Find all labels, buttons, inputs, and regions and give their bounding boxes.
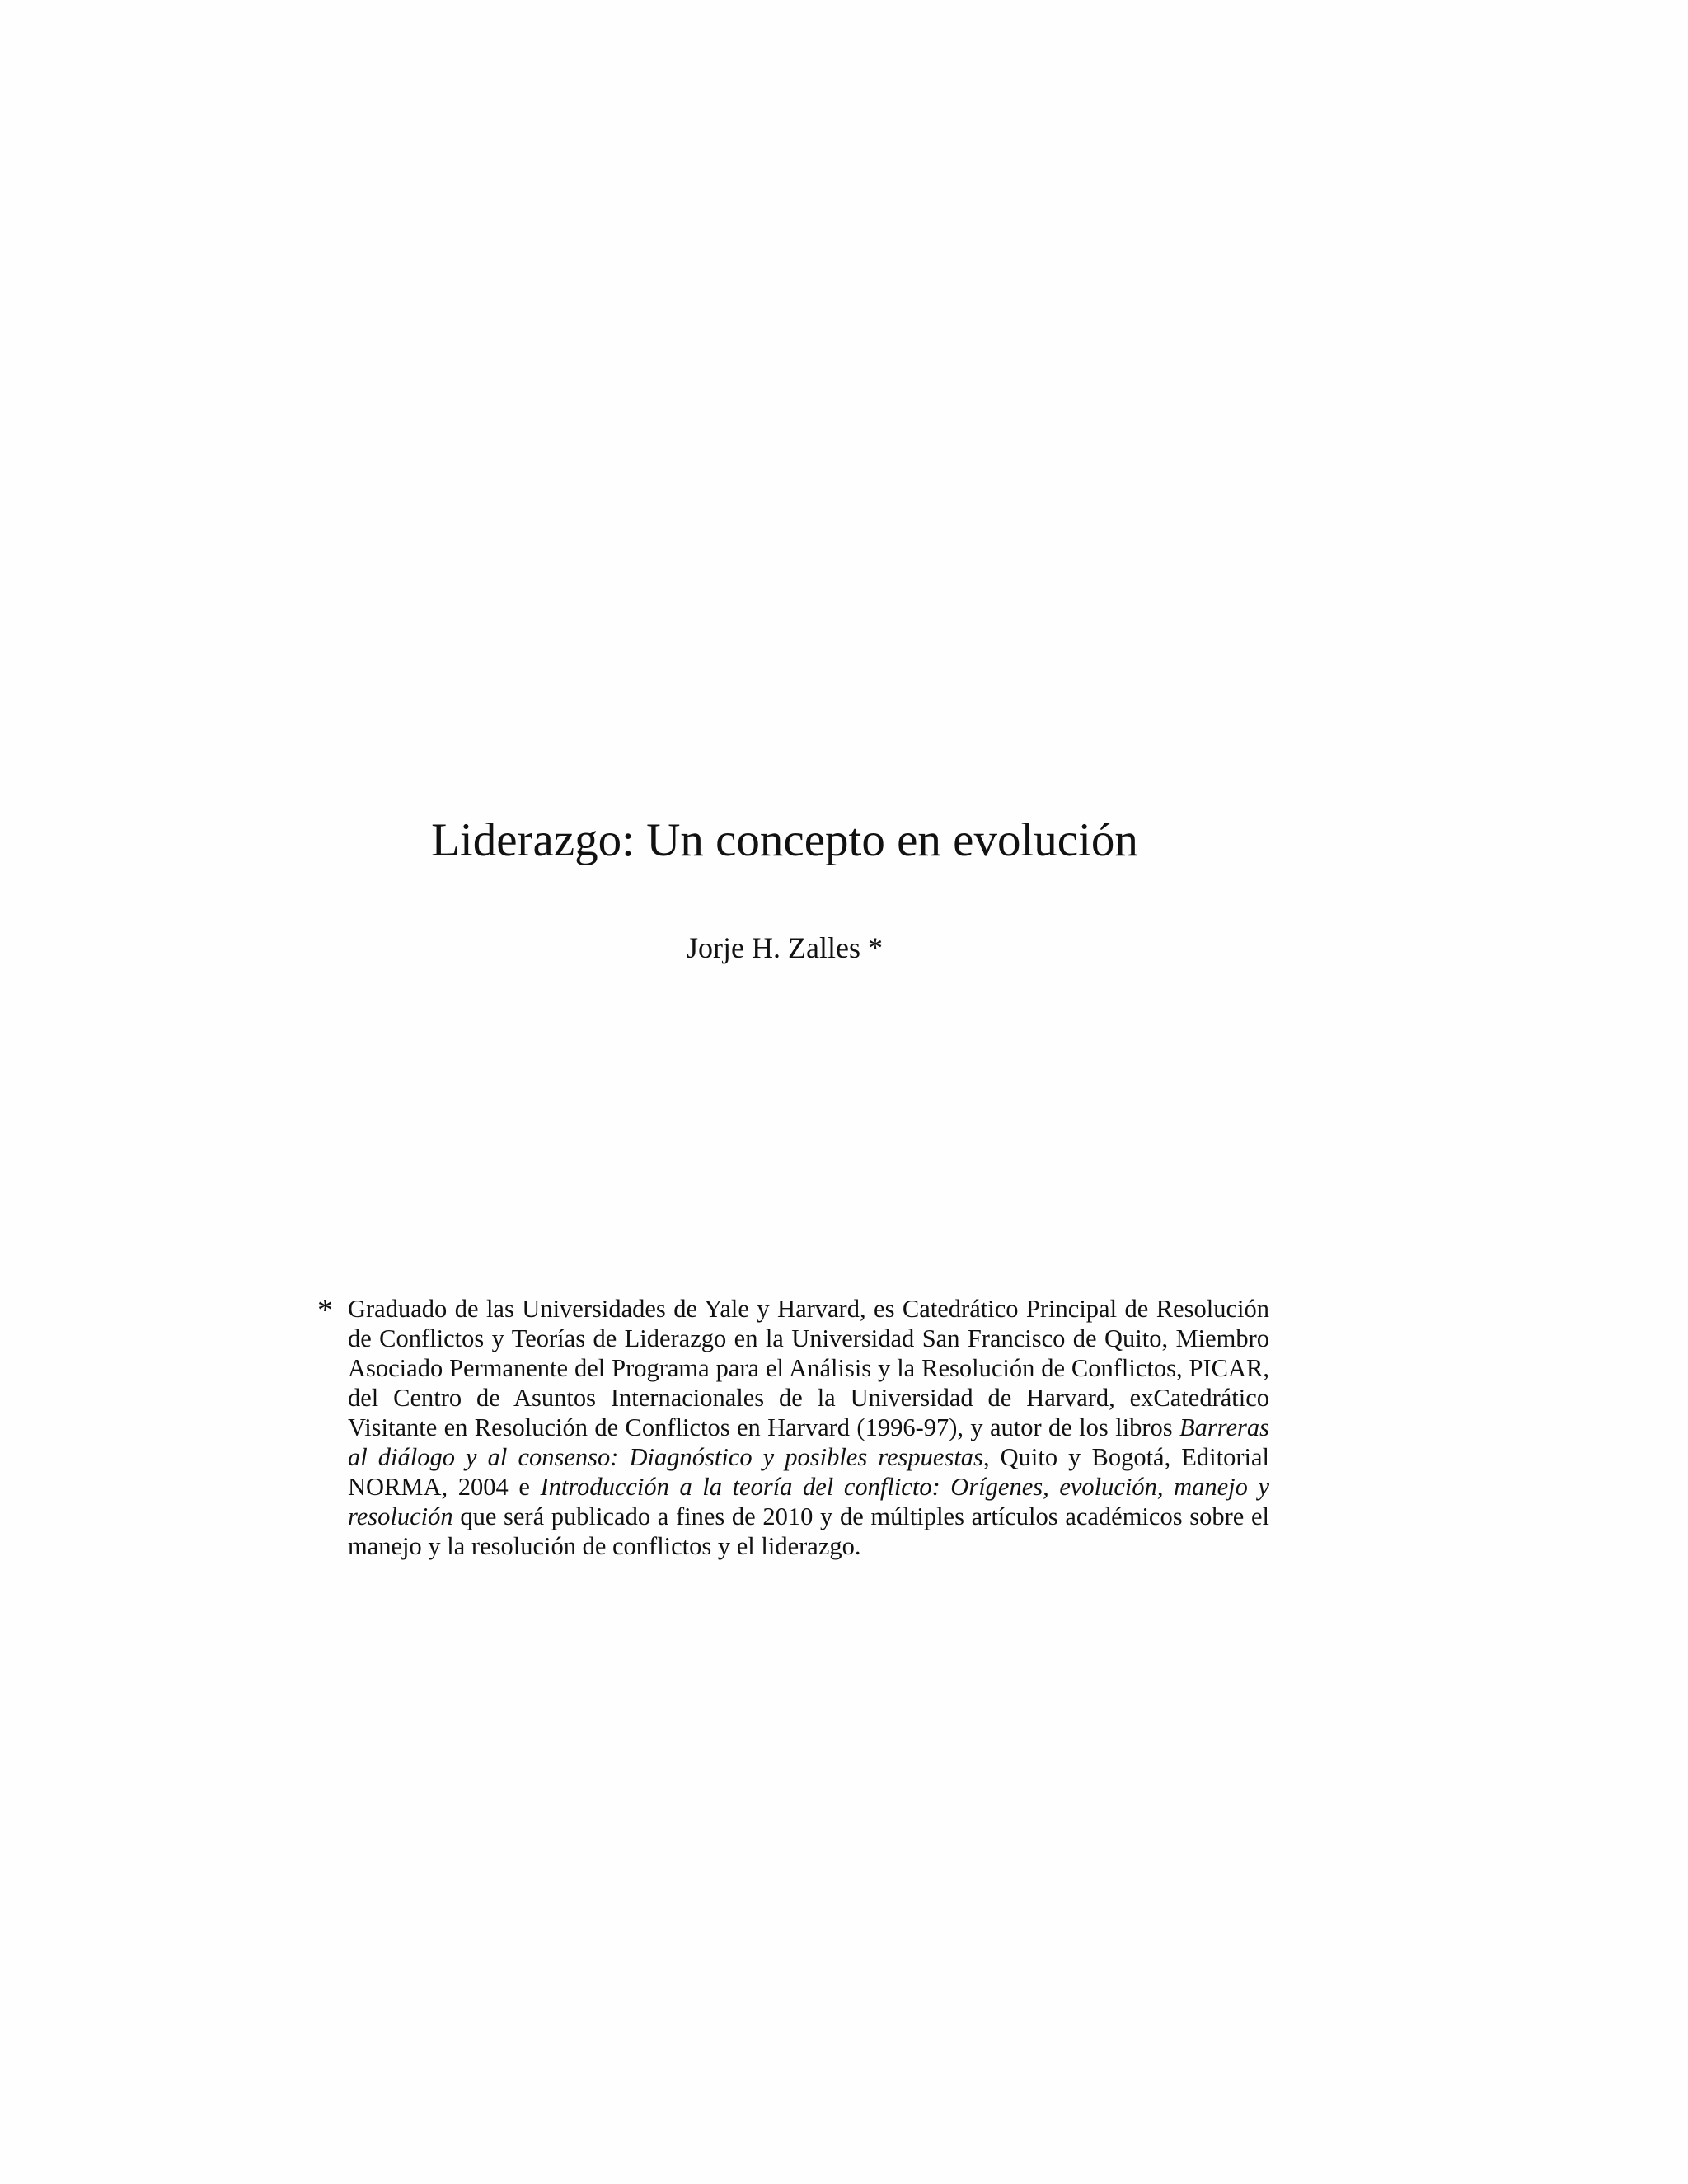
footnote-book-title-1: Barreras al diálogo y al consenso: Diagnóstico y posibles respuestas	[348, 1413, 1269, 1471]
footnote-text-part3: que será publicado a fines de 2010 y de múltiples artículos académicos sobre el manejo y la resolución de conflictos y el liderazgo.	[348, 1502, 1269, 1560]
footnote-book-title-2: Introducción a la teoría del conflicto: Orígenes, evolución, manejo y resolución	[348, 1473, 1269, 1530]
footnote-marker: *	[317, 1293, 333, 1328]
footnote-text	[348, 1294, 1269, 1561]
footnote-text-part1: Graduado de las Universidades de Yale y Harvard, es Catedrático Principal de Resolución de Conflictos y Teorías de Liderazgo en la Universidad San Francisco de Quito, Miembro Asociado Permanente del Programa para el Análisis y la Resolución de Conflictos, PICAR, del Centro de Asuntos Internacionales de la Universidad de Harvard, exCatedrático Visitante en Resolución de Conflictos en Harvard (1996-97), y autor de los libros	[348, 1295, 1269, 1441]
document-author: Jorje H. Zalles *	[687, 931, 883, 964]
footnote-text-part2: , Quito y Bogotá, Editorial NORMA, 2004 e	[348, 1443, 1269, 1501]
document-title: Liderazgo: Un concepto en evolución	[431, 814, 1138, 866]
